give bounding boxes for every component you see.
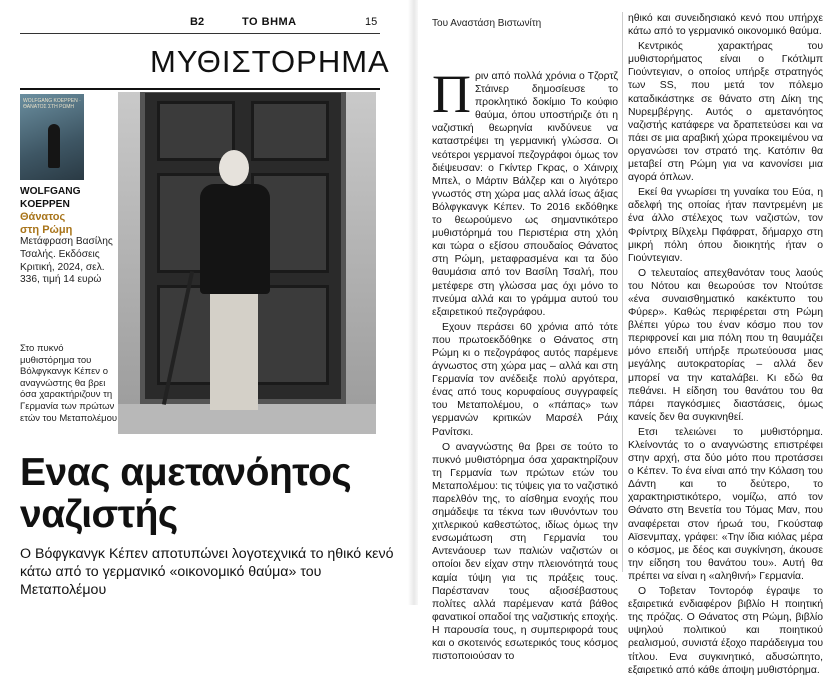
book-author: WOLFGANG KOEPPEN — [20, 186, 81, 210]
folio-divider — [20, 33, 380, 34]
article-paragraph: Εχουν περάσει 60 χρόνια από τότε που πρωτοεκδόθηκε ο Θάνατος στη Ρώμη κι ο πεζογράφος αυτός παρέμενε άγνωστος στη χώρα μας – αλλά και στη Γερμανία τον ανέδειξε πολύ αργότερα, ένας από τους κορυφαίους συγγραφείς του Μεταπολέμου, ο «πάπας» των γερμανών κριτικών Μαρσέλ Ράιχ Ρανίτσκι. — [432, 321, 618, 438]
book-details: Μετάφραση Βασίλης Τσαλής. Εκδόσεις Κριτική, 2024, σελ. 336, τιμή 14 ευρώ — [20, 236, 113, 286]
author-photo — [118, 92, 376, 434]
drop-cap: Π — [432, 64, 471, 124]
article-paragraph: Ο αναγνώστης θα βρει σε τούτο το πυκνό μυθιστόρημα όσα χαρακτηρίζουν τη Γερμανία των πρώτων ετών του Μεταπολέμου: τις τύψεις για το ναζιστικό παρελθόν της, το αίσθημα ενοχής που σημάδεψε τα τέκνα των ιθυνόντων του χιτλερικού καθεστώτος, ιδίως όμως την ενσωμάτωση στη Γερμανία του Αντενάουερ των παλιών ναζιστών οι οποίοι δεν είχαν στην πλειονότητά τους καμία τύψη για τις πράξεις τους. Παρέσταναν τους αξιοσέβαστους πολίτες αλλά παρέμεναν κατά βάθος φανατικοί οπαδοί της ναζιστικής εποχής. Η παρουσία τους, η συμπεριφορά τους και ο σκοτεινός εσωτερικός τους κόσμος πιστοποιούσαν το — [432, 441, 618, 663]
article-paragraph: ηθικό και συνειδησιακό κενό που υπήρχε κάτω από το γερμανικό οικονομικό θαύμα. — [628, 13, 823, 38]
article-column-1 — [432, 64, 618, 665]
article-paragraph: Ο Τοβεταν Τοντορόφ έγραψε το εξαιρετικά ενδιαφέρον βιβλίο Η ποιητική της πρόζας. Ο Θάνατος στη Ρώμη, βιβλίο υψηλού πολιτικού και ποιητικού ρεαλισμού, συνιστά έξοχο παράδειγμα του τίτλου. Ενα συγκινητικό, αδυσώπητο, εξαιρετικό από κάθε άποψη μυθιστόρημα. — [628, 586, 823, 676]
photo-caption: Στο πυκνό μυθιστόρημα του Βόλφγκανγκ Κέπεν ο αναγνώστης θα βρει όσα χαρακτήριζουν τη Γερμανία των πρώτων ετών του Μεταπολέμου — [20, 343, 118, 424]
article-paragraph: Κεντρικός χαρακτήρας του μυθιστορήματος είναι ο Γκότλιμπ Γιούντεγιαν, ο οποίος υπήρξε στρατηγός των SS, που μετά τον πόλεμο καταδικάστηκε σε θάνατο στη Δίκη της Νυρεμβέργης. Αυτός ο αμετανόητος ναζιστής κατάφερε να δραπετεύσει και να πάει σε μια αραβική χώρα προκειμένου να οργανώσει τον στρατό της. Κατόπιν θα μεταβεί στη Ρώμη για να κανονίσει μια αγορά όπλων. — [628, 41, 823, 184]
page-number-right: 15 — [365, 16, 378, 28]
book-info — [20, 186, 120, 287]
article-headline: Ενας αμετανόητος ναζιστής — [20, 451, 352, 536]
photo-man-body — [200, 184, 270, 294]
article-paragraph: Ο τελευταίος απεχθανόταν τους λαούς του Νότου και θεωρούσε τον Ντούτσε «ένα συναισθηματικό κακέκτυπο του Φύρερ». Καθώς περιφέρεται στη Ρώμη βλέπει γύρω του έναν κόσμο που τον περιφρονεί και μια πόλη που τη θαυμάζει μόνο επειδή υπήρξε πρωτεύουσα μιας μεγάλης αυτοκρατορίας – αλλά δεν μπορεί να την καταλάβει. Κι εδώ θα πεθάνει. Η είδηση του θανάτου του θα πάρει παγκόσμιες διαστάσεις, όμως κανείς δεν θα συγκινηθεί. — [628, 267, 823, 423]
section-divider — [20, 88, 380, 90]
book-title-line2: στη Ρώμη — [20, 223, 73, 236]
left-page — [0, 0, 410, 605]
article-column-2 — [628, 12, 823, 679]
book-cover-image — [20, 94, 84, 180]
newspaper-brand: ΤΟ ΒΗΜΑ — [242, 16, 297, 28]
column-divider — [622, 12, 623, 572]
cover-figure — [48, 124, 60, 168]
right-page — [418, 0, 835, 676]
article-paragraph: Εκεί θα γνωρίσει τη γυναίκα του Εύα, η αδελφή της οποίας ήταν παντρεμένη με ένα άλλο στέλεχος των ναζιστών, τον Φρίντριχ Βίλχελμ Πφάφρατ, δήμαρχο στη μικρή πόλη όπου διοικητής ήταν ο Γιούντεγιαν. — [628, 187, 823, 264]
article-subheadline: Ο Βόφγκανγκ Κέπεν αποτυπώνει λογοτεχνικά το ηθικό κενό κάτω από το γερμανικό «οικονομικό θαύμα» του Μεταπολέμου — [20, 546, 394, 598]
page-number-left: B2 — [190, 16, 205, 28]
photo-man-legs — [210, 292, 258, 410]
section-title: ΜΥΘΙΣΤΟΡΗΜΑ — [150, 44, 390, 79]
photo-man-head — [219, 150, 249, 186]
book-cover-text: WOLFGANG KOEPPEN · ΘΑΝΑΤΟΣ ΣΤΗ ΡΩΜΗ — [23, 98, 81, 110]
article-byline: Του Αναστάση Βιστωνίτη — [432, 18, 542, 29]
article-paragraph: Πριν από πολλά χρόνια ο Τζορτζ Στάινερ δημοσίευσε το προκλητικό δοκίμιο Το κούφιο θαύμα, όπου υποστήριζε ότι η ναζιστική θεωρηνία κινδύνευε να καταστρέψει τη γερμανική γλώσσα. Οι νεότεροι γερμανοί πεζογράφοι όμως τον διέψευσαν: ο Γκίντερ Γκρας, ο Χάινριχ Μπελ, ο Μάρτιν Βάλζερ και ο λιγότερο γνωστός στη χώρα μας αλλά ίσως άξιας Βόλφγκανγκ Κέπεν. Το 2016 εκδόθηκε το θεωρούμενο ως σημαντικότερο μυθιστόρημά του Περιστέρια στη χλόη και τώρα ο εξίσου σπουδαίος Θάνατος στη Ρώμη, μεταφρασμένα και τα δύο θαυμάσια από τον Βασίλη Τσαλή, που μετέφερε στη γλώσσα μας όχι μόνο το πνεύμα αλλά και το γράμμα αυτού του εξαιρετικού πεζογράφου. — [432, 64, 618, 318]
book-title-line1: Θάνατος — [20, 211, 66, 224]
article-paragraph: Ετσι τελειώνει το μυθιστόρημα. Κλείνοντάς το ο αναγνώστης επιστρέφει στην αρχή, στα δύο μότο που προτάσσει ο Κέπεν. Το ένα είναι από την Κόλαση του Δάντη και το δεύτερο, το χαρακτηριστικότερο, νομίζω, από τον Θάνατο στη Βενετία του Τόμας Μαν, που αναφέρεται στον ήρωά του, Γκούσταφ Αϊσενμπαχ, γράφει: «Την ίδια κιόλας μέρα ο κόσμος, με δέος και συγκίνηση, άκουσε την είδηση του θανάτου του». Αυτή θα πρέπει να είναι η «αληθινή» Γερμανία. — [628, 426, 823, 582]
